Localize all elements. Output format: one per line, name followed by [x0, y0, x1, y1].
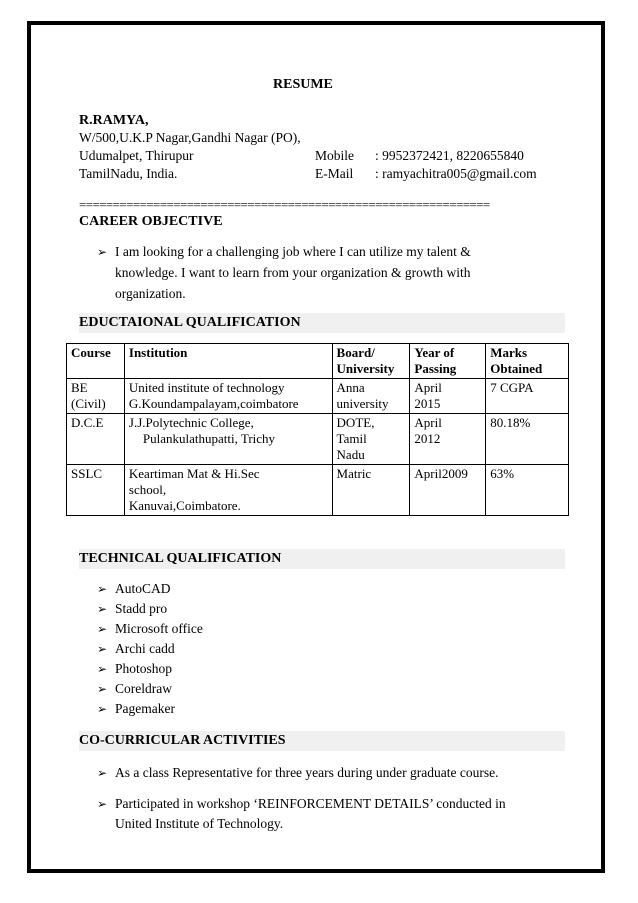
arrow-bullet-icon: ➢: [97, 622, 108, 636]
education-table: [66, 343, 569, 516]
cell-year: April2009: [410, 465, 486, 516]
cell-course: SSLC: [67, 465, 125, 516]
cocurricular-item-2-line-2: United Institute of Technology.: [115, 816, 284, 831]
tech-item: AutoCAD: [115, 581, 171, 596]
header-board: Board/ University: [332, 344, 410, 379]
cell-course: D.C.E: [67, 414, 125, 465]
cell-institution: Keartiman Mat & Hi.Sec school, Kanuvai,Coimbatore.: [124, 465, 332, 516]
cell-institution: United institute of technology G.Koundampalayam,coimbatore: [124, 379, 332, 414]
address-line-3: TamilNadu, India.: [79, 166, 178, 181]
arrow-bullet-icon: ➢: [97, 642, 108, 656]
arrow-bullet-icon: ➢: [97, 602, 108, 616]
tech-item: Stadd pro: [115, 601, 168, 616]
career-line-2: knowledge. I want to learn from your organization & growth with: [115, 265, 471, 280]
tech-item: Coreldraw: [115, 681, 172, 696]
cell-course: BE (Civil): [67, 379, 125, 414]
cell-board: DOTE, Tamil Nadu: [332, 414, 410, 465]
header-year: Year of Passing: [410, 344, 486, 379]
cell-marks: 7 CGPA: [486, 379, 569, 414]
mobile-value: : 9952372421, 8220655840: [375, 148, 524, 163]
header-course: Course: [67, 344, 125, 379]
technical-heading: TECHNICAL QUALIFICATION: [79, 549, 565, 569]
email-value: : ramyachitra005@gmail.com: [375, 166, 537, 181]
divider-line: =============================================================: [79, 198, 490, 212]
arrow-bullet-icon: ➢: [97, 682, 108, 696]
header-marks: Marks Obtained: [486, 344, 569, 379]
tech-item: Photoshop: [115, 661, 173, 676]
table-header-row: [67, 344, 569, 379]
address-line-1: W/500,U.K.P Nagar,Gandhi Nagar (PO),: [79, 130, 301, 145]
cell-board: Anna university: [332, 379, 410, 414]
arrow-bullet-icon: ➢: [97, 766, 108, 780]
cell-institution: J.J.Polytechnic College, Pulankulathupatti, Trichy: [124, 414, 332, 465]
tech-item: Microsoft office: [115, 621, 203, 636]
cell-marks: 80.18%: [486, 414, 569, 465]
cocurricular-heading: CO-CURRICULAR ACTIVITIES: [79, 731, 565, 751]
table-row: [67, 414, 569, 465]
resume-title: RESUME: [273, 77, 333, 92]
mobile-label: Mobile: [315, 148, 354, 163]
cell-year: April 2012: [410, 414, 486, 465]
candidate-name: R.RAMYA,: [79, 113, 149, 128]
cell-year: April 2015: [410, 379, 486, 414]
email-label: E-Mail: [315, 166, 354, 181]
education-heading: EDUCTAIONAL QUALIFICATION: [79, 313, 565, 333]
address-line-2: Udumalpet, Thirupur: [79, 148, 194, 163]
arrow-bullet-icon: ➢: [97, 797, 108, 811]
cocurricular-item-1: As a class Representative for three years during under graduate course.: [115, 765, 499, 780]
cocurricular-item-2-line-1: Participated in workshop ‘REINFORCEMENT DETAILS’ conducted in: [115, 796, 506, 811]
career-heading: CAREER OBJECTIVE: [79, 214, 223, 229]
table-row: [67, 379, 569, 414]
career-line-1: I am looking for a challenging job where I can utilize my talent &: [115, 244, 471, 259]
tech-item: Archi cadd: [115, 641, 175, 656]
header-institution: Institution: [124, 344, 332, 379]
arrow-bullet-icon: ➢: [97, 662, 108, 676]
table-row: [67, 465, 569, 516]
tech-item: Pagemaker: [115, 701, 175, 716]
cell-marks: 63%: [486, 465, 569, 516]
arrow-bullet-icon: ➢: [97, 702, 108, 716]
career-line-3: organization.: [115, 286, 186, 301]
arrow-bullet-icon: ➢: [97, 245, 108, 259]
arrow-bullet-icon: ➢: [97, 582, 108, 596]
cell-board: Matric: [332, 465, 410, 516]
